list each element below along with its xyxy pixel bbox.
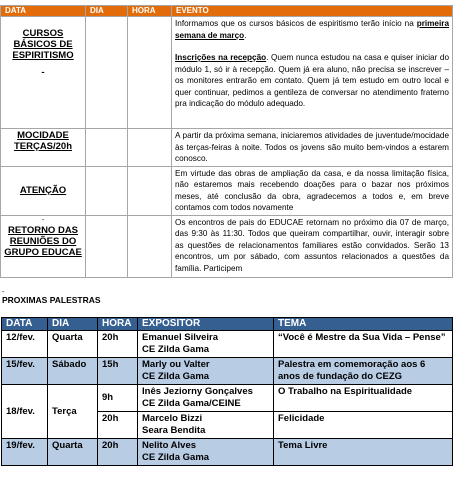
table-row [2,331,453,358]
event-text-cell: A partir da próxima semana, iniciaremos atividades de juventude/mocidade às terças-feiras à noite. Todos os jovens são muito bem-vindos a estarem conosco. [172,129,453,167]
event-row-educae [1,215,453,277]
event-text: Informamos que os cursos básicos de espiritismo terão início na [175,19,417,28]
header-hora: HORA [98,318,138,331]
empty-cell [128,129,172,167]
event-row-cursos [1,17,453,129]
talk-date: 18/fev. [2,385,48,439]
event-text-highlight: Inscrições na recepção [175,53,267,62]
talk-speaker [138,331,274,358]
section-title: PROXIMAS PALESTRAS [2,295,101,305]
talk-time: 20h [98,331,138,358]
talks-header-row [2,318,453,331]
event-label-cell [1,166,86,215]
event-text: . Quem nunca estudou na casa e quiser iniciar do módulo 1, só ir à recepção. Quem já era aluno, não precisa se inscrever – os monitores entrarão em contato. Quem já tem estudo em outro local e quer continuar, pedimos a gentileza de conversar no atendimento fraterno pra indicação do módulo adequado. [175,53,449,108]
event-label: MOCIDADE TERÇAS/20h [13,130,73,152]
talk-speaker [138,385,274,412]
talk-date: 19/fev. [2,439,48,466]
events-header-row [1,6,453,17]
header-tema: TEMA [274,318,453,331]
dash-mark: - [41,216,45,224]
talk-time: 9h [98,385,138,412]
talk-speaker [138,439,274,466]
talk-time: 20h [98,439,138,466]
event-text-cell: Os encontros de pais do EDUCAE retornam no próximo dia 07 de março, das 9:30 às 11:30. Todos que queiram compartilhar, ouvir, interagir sobre as questões de relacionamentos familiares estão convidados. Serão 13 encontros, um por sábado, com assuntos relacionados a questões da família. Participem [172,215,453,277]
empty-cell [128,215,172,277]
speaker-center: CE Zilda Gama [142,344,210,355]
table-row [2,385,453,412]
event-text-highlight: primeira semana de março [175,19,449,40]
speaker-name: Inês Jeziorny Gonçalves [142,386,253,397]
dash-mark: - [2,289,5,296]
talk-day: Quarta [48,331,98,358]
talk-day: Sábado [48,358,98,385]
event-row-atencao [1,166,453,215]
header-data: DATA [2,318,48,331]
empty-cell [86,166,128,215]
talk-speaker [138,358,274,385]
event-text-cell [172,17,453,129]
empty-cell [86,215,128,277]
event-row-mocidade [1,129,453,167]
talk-theme: Tema Livre [274,439,453,466]
talk-date: 12/fev. [2,331,48,358]
talk-theme: “Você é Mestre da Sua Vida – Pense” [274,331,453,358]
speaker-center: CE Zilda Gama [142,371,210,382]
speaker-name: Marly ou Valter [142,359,210,370]
header-evento: EVENTO [172,6,453,17]
empty-cell [86,17,128,129]
empty-cell [128,17,172,129]
speaker-center: CE Zilda Gama [142,452,210,463]
event-label-cell [1,215,86,277]
speaker-center: CE Zilda Gama/CEINE [142,398,241,409]
speaker-name: Marcelo Bizzi [142,413,203,424]
event-label: ATENÇÃO [19,185,67,196]
speaker-center: Seara Bendita [142,425,206,436]
talk-day: Quarta [48,439,98,466]
talk-theme: Felicidade [274,412,453,439]
header-dia: DIA [86,6,128,17]
table-row [2,358,453,385]
event-label-cell [1,129,86,167]
event-label-cell [1,17,86,129]
event-label: RETORNO DAS REUNIÕES DO GRUPO EDUCAE [4,224,82,258]
talk-date: 15/fev. [2,358,48,385]
talks-table [1,317,453,466]
header-data: DATA [1,6,86,17]
header-expositor: EXPOSITOR [138,318,274,331]
talk-theme: O Trabalho na Espiritualidade [274,385,453,412]
empty-cell [128,166,172,215]
header-hora: HORA [128,6,172,17]
empty-cell [86,129,128,167]
talk-day: Terça [48,385,98,439]
event-text-cell: Em virtude das obras de ampliação da casa, e da nossa limitação física, não estaremos mais recebendo doações para o bazar nos próximos meses, até conclusão da obra, agradecemos a todos e, em breve contamos com todos novamente [172,166,453,215]
table-row [2,439,453,466]
events-table [0,5,453,278]
header-dia: DIA [48,318,98,331]
talk-time: 20h [98,412,138,439]
talk-speaker [138,412,274,439]
dash-mark: - [41,67,45,78]
speaker-name: Emanuel Silveira [142,332,219,343]
talk-time: 15h [98,358,138,385]
speaker-name: Nelito Alves [142,440,197,451]
event-label: CURSOS BÁSICOS DE ESPIRITISMO [12,28,74,61]
event-text: . [244,30,247,40]
talk-theme: Palestra em comemoração aos 6 anos de fundação do CEZG [274,358,453,385]
